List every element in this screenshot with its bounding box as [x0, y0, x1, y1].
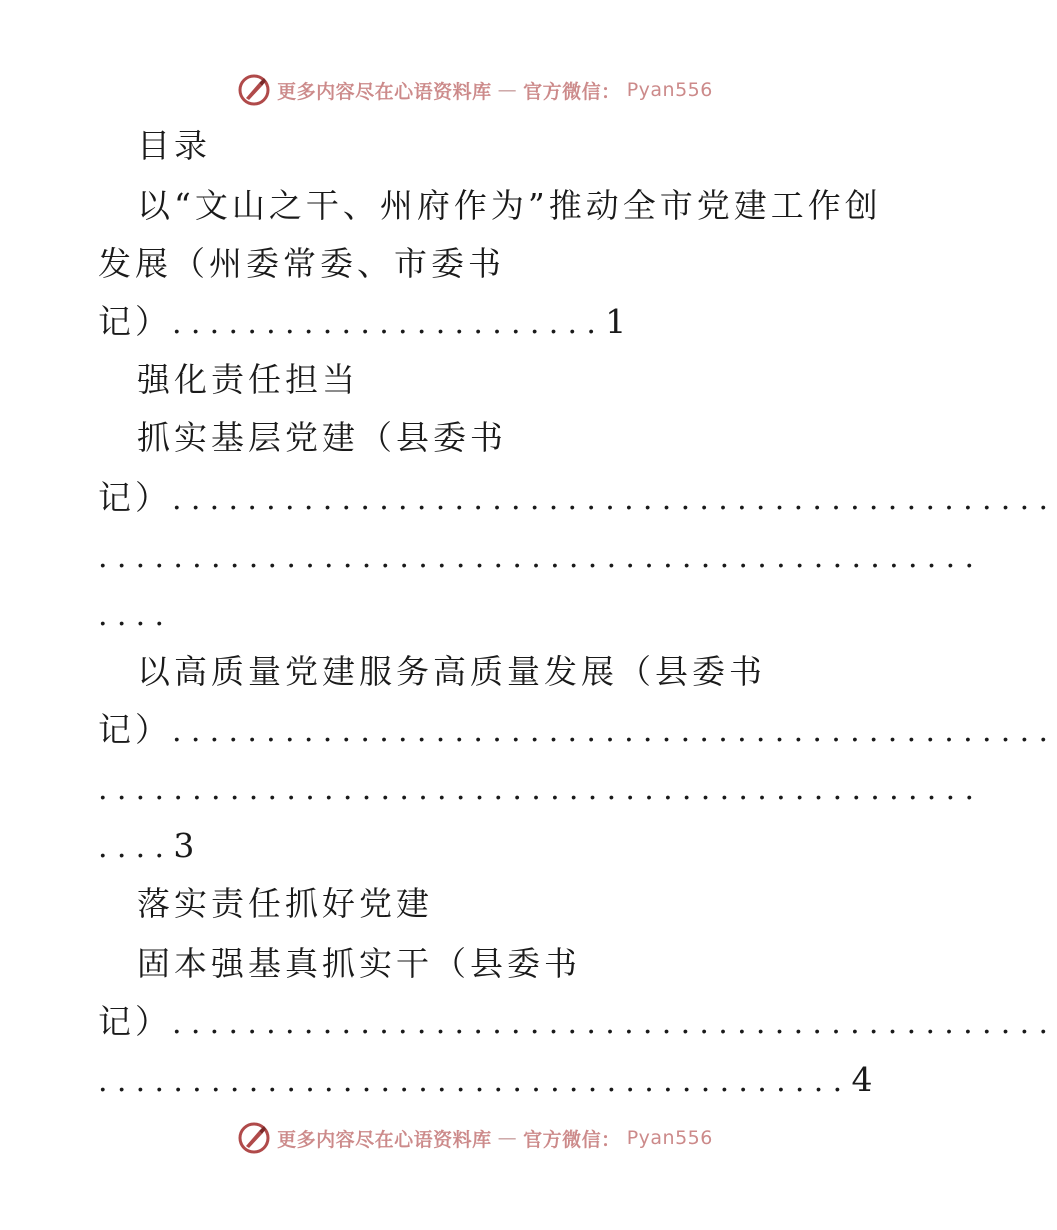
toc-entry-3-leader-3: ....	[98, 830, 174, 865]
toc-entry-2-line-4	[98, 590, 173, 638]
watermark-contact: 官方微信：	[523, 80, 621, 103]
toc-entry-4-page: 4	[851, 1060, 877, 1099]
toc-entry-2-line-1: 抓实基层党建（县委书	[137, 418, 507, 457]
toc-entry-3-line-3	[98, 764, 983, 812]
toc-entry-4-leader-1: ...............................................	[172, 1006, 1057, 1041]
toc-entry-4-heading: 落实责任抓好党建	[137, 884, 433, 923]
toc-entry-2-leader-1: ...............................................	[172, 482, 1057, 517]
toc-entry-1-line-2: 发展（州委常委、市委书	[98, 244, 505, 283]
toc-entry-3-line-2	[98, 706, 1057, 754]
quill-logo-icon	[237, 73, 271, 107]
toc-entry-3-line-4	[98, 822, 198, 870]
watermark-separator: —	[497, 1127, 518, 1149]
toc-entry-3-prefix: 记）	[98, 710, 172, 749]
watermark-header	[0, 70, 950, 110]
toc-entry-4-line-3	[98, 1056, 876, 1104]
toc-entry-1-line-3	[98, 298, 630, 346]
toc-entry-2-prefix: 记）	[98, 478, 172, 517]
toc-entry-4-leader-2: ........................................	[98, 1064, 852, 1099]
toc-entry-3-line-1: 以高质量党建服务高质量发展（县委书	[137, 652, 766, 691]
quill-logo-icon	[237, 1121, 271, 1155]
toc-entry-4-line-2	[98, 998, 1057, 1046]
watermark-contact: 官方微信：	[523, 1128, 621, 1151]
toc-entry-1-leader: .......................	[172, 306, 606, 341]
toc-entry-2-leader-2: ...............................................	[98, 540, 984, 575]
toc-entry-2-heading: 强化责任担当	[137, 360, 359, 399]
watermark-id: Pyan556	[626, 79, 713, 101]
toc-entry-3-leader-1: ...............................................	[172, 714, 1057, 749]
toc-entry-3-leader-2: ...............................................	[98, 772, 984, 807]
watermark-footer	[0, 1118, 950, 1158]
watermark-text: 更多内容尽在心语资料库	[277, 80, 492, 103]
watermark-id: Pyan556	[626, 1127, 713, 1149]
toc-entry-1-page: 1	[605, 302, 631, 341]
watermark-separator: —	[497, 79, 518, 101]
toc-entry-1-line-1: 以“文山之干、州府作为”推动全市党建工作创	[137, 186, 882, 225]
watermark-text: 更多内容尽在心语资料库	[277, 1128, 492, 1151]
toc-entry-2-line-2	[98, 474, 1057, 522]
toc-entry-2-leader-3: ....	[98, 598, 174, 633]
toc-entry-4-prefix: 记）	[98, 1002, 172, 1041]
toc-entry-2-line-3	[98, 532, 983, 580]
toc-entry-4-line-1: 固本强基真抓实干（县委书	[137, 944, 581, 983]
toc-title: 目录	[137, 126, 211, 165]
toc-entry-3-page: 3	[173, 826, 199, 865]
toc-entry-1-prefix: 记）	[98, 302, 172, 341]
